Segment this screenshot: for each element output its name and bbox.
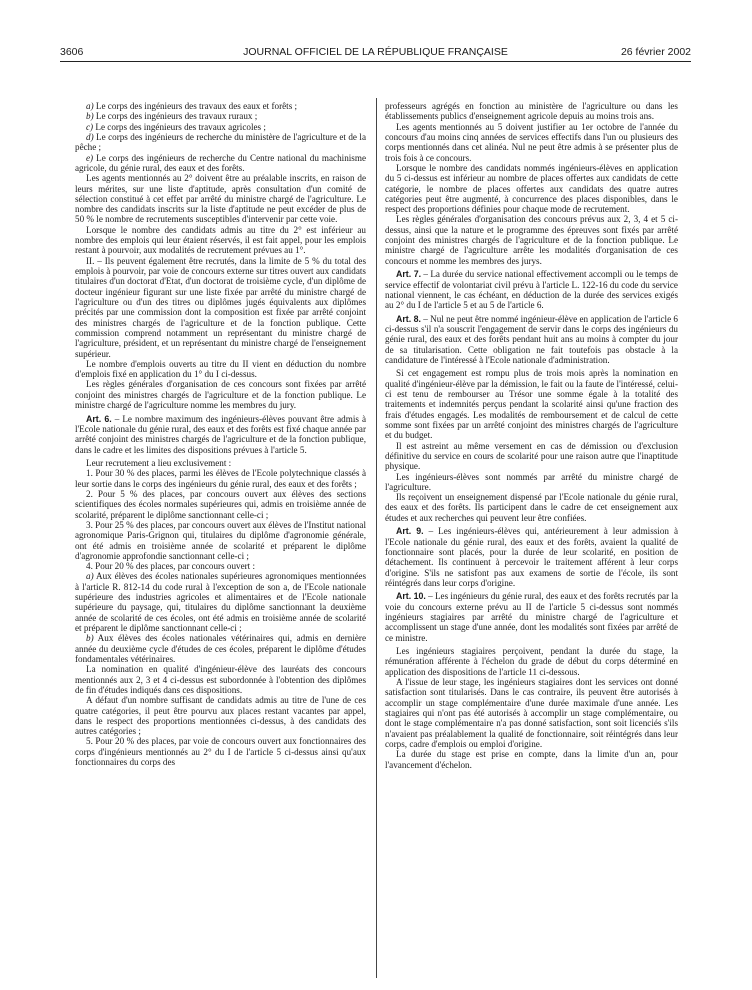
body-paragraph: Les agents mentionnés au 5 doivent justifier au 1er octobre de l'année du concours d'au moins cinq années de services effectifs dans l'un ou plusieurs des corps mentionnés dans cet alinéa. Nul ne peut être admis à se présenter plus de trois fois à ce concours.	[385, 121, 678, 163]
page-number: 3606	[60, 46, 84, 58]
article-paragraph: Art. 8. – Nul ne peut être nommé ingénieur-élève en application de l'article 6 ci-dessus s'il n'a souscrit l'engagement de servir dans le corps des ingénieurs du génie rural, des eaux et des forêts pendant huit ans au moins à compter du jour de sa titularisation. Cette obligation ne fait toutefois pas obstacle à la candidature de l'intéressé à l'Ecole nationale d'administration.	[385, 313, 678, 365]
article-label: Art. 10.	[396, 591, 426, 602]
article-label: Art. 7.	[396, 269, 422, 280]
right-column	[385, 101, 678, 770]
column-divider	[376, 98, 377, 978]
list-letter: a)	[86, 101, 94, 111]
list-letter: b)	[86, 633, 94, 644]
body-paragraph: Ils reçoivent un enseignement dispensé par l'Ecole nationale du génie rural, des eaux et des forêts. Ils participent dans le cadre de cet enseignement aux études et aux recherches qui peuvent leur être confiées.	[385, 492, 678, 523]
list-letter: c)	[86, 121, 94, 132]
body-paragraph: Lorsque le nombre des candidats nommés ingénieurs-élèves en application du 5 ci-dessus est inférieur au nombre de places offertes aux candidats de cette catégorie, le nombre de places offertes aux candidats des quatre autres catégories peut être augmenté, à concurrence des places disponibles, dans le respect des proportions définies pour chaque mode de recrutement.	[385, 162, 678, 215]
article-label: Art. 8.	[396, 313, 421, 324]
body-paragraph: a) Aux élèves des écoles nationales supérieures agronomiques mentionnées à l'article R. 812-14 du code rural à l'exception de son a, de l'Ecole nationale supérieure des industries agricoles et alimentaires et de l'Ecole nationale supérieure du paysage, qui, titulaires du diplôme sanctionnant la deuxième année de scolarité de ces écoles, ont été admis en troisième année de scolarité et préparent le diplôme sanctionnant celle-ci ;	[75, 571, 366, 633]
article-label: Art. 9.	[396, 526, 424, 537]
body-paragraph: Les agents mentionnés au 2° doivent être au préalable inscrits, en raison de leurs mérites, sur une liste d'aptitude, après consultation d'un comité de sélection constitué à cet effet par arrêté du ministre chargé de l'agriculture. Le nombre des candidats inscrits sur la liste d'aptitude ne peut excéder de plus de 50 % le nombre de recrutements susceptibles d'intervenir par cette voie.	[75, 173, 366, 225]
body-paragraph: Les règles générales d'organisation de ces concours sont fixées par arrêté conjoint des ministres chargés de l'agriculture et de la fonction publique. Le ministre chargé de l'agriculture nomme les membres du jury.	[75, 379, 366, 411]
body-paragraph: 3. Pour 25 % des places, par concours ouvert aux élèves de l'Institut national agronomique Paris-Grignon qui, titulaires du diplôme d'agronomie générale, ont été admis en troisième année de scolarité et préparent le diplôme d'agronomie approfondie sanctionnant celle-ci ;	[75, 519, 366, 561]
body-paragraph: d) Le corps des ingénieurs de recherche du ministère de l'agriculture et de la pêche ;	[75, 131, 366, 153]
body-paragraph: Le nombre d'emplois ouverts au titre du II vient en déduction du nombre d'emplois fixé en application du 1° du I ci-dessus.	[75, 358, 366, 380]
list-letter: d)	[86, 131, 94, 142]
body-paragraph: Lorsque le nombre des candidats admis au titre du 2° est inférieur au nombre des emplois qui leur étaient réservés, il est fait appel, pour les emplois restant à pourvoir, aux modalités de recrutement prévues au 1°.	[75, 224, 366, 256]
article-paragraph: Art. 10. – Les ingénieurs du génie rural, des eaux et des forêts recrutés par la voie du concours externe prévu au II de l'article 5 ci-dessus sont nommés ingénieurs stagiaires par arrêté du ministre chargé de l'agriculture et accomplissent un stage d'une année, dont les modalités sont fixées par arrêté de ce ministre.	[385, 591, 678, 643]
body-paragraph: II. – Ils peuvent également être recrutés, dans la limite de 5 % du total des emplois à pourvoir, par voie de concours externe sur titres ouvert aux candidats titulaires d'un doctorat d'Etat, d'un doctorat de troisième cycle, d'un diplôme de docteur ingénieur figurant sur une liste fixée par arrêté du ministre chargé de l'agriculture ou d'un des titres ou diplômes jugés équivalents aux diplômes précités par une commission dont la composition est fixée par arrêté conjoint des ministres chargés de l'agriculture et de la fonction publique. Cette commission comprend notamment un représentant du ministre chargé de l'agriculture, président, et un représentant du ministre chargé de l'enseignement supérieur.	[75, 255, 366, 359]
article-paragraph: Art. 6. – Le nombre maximum des ingénieurs-élèves pouvant être admis à l'Ecole nationale du génie rural, des eaux et des forêts est fixé chaque année par arrêté conjoint des ministres chargés de l'agriculture et de la fonction publique, dans le cadre et les limites des dispositions prévues à l'article 5.	[75, 413, 366, 455]
body-paragraph: Leur recrutement a lieu exclusivement :	[86, 458, 232, 468]
body-paragraph: b) Le corps des ingénieurs des travaux ruraux ;	[86, 111, 258, 122]
body-paragraph: 2. Pour 5 % des places, par concours ouvert aux élèves des sections scientifiques des écoles normales supérieures qui, admis en troisième année de scolarité, préparent le diplôme sanctionnant celle-ci ;	[75, 488, 366, 520]
journal-title: JOURNAL OFFICIEL DE LA RÉPUBLIQUE FRANÇAISE	[243, 46, 508, 58]
body-paragraph: 1. Pour 30 % des places, parmi les élèves de l'Ecole polytechnique classés à leur sortie dans le corps des ingénieurs du génie rural, des eaux et des forêts ;	[75, 468, 366, 489]
body-paragraph: Les règles générales d'organisation des concours prévus aux 2, 3, 4 et 5 ci-dessus, ainsi que la nature et le programme des épreuves sont fixés par arrêté conjoint des ministres chargés de l'agriculture et de la fonction publique. Le ministre chargé de l'agriculture arrête les modalités d'organisation de ces concours et nomme les membres des jurys.	[385, 214, 678, 266]
article-label: Art. 6.	[86, 413, 112, 424]
body-paragraph: Si cet engagement est rompu plus de trois mois après la nomination en qualité d'ingénieur-élève par la démission, le fait ou la faute de l'intéressé, celui-ci est tenu de rembourser au Trésor une somme égale à la totalité des traitements et indemnités perçus pendant la scolarité ainsi qu'une fraction des frais d'études engagés. Les modalités de remboursement et de calcul de cette somme sont fixées par un arrêté conjoint des ministres chargés de l'agriculture et du budget.	[385, 368, 678, 441]
header-rule	[60, 61, 691, 62]
publication-date: 26 février 2002	[620, 46, 691, 58]
body-paragraph: Il est astreint au même versement en cas de démission ou d'exclusion définitive du service en cours de scolarité pour une raison autre que l'inaptitude physique.	[385, 440, 678, 472]
body-paragraph: a) Le corps des ingénieurs des travaux des eaux et forêts ;	[86, 101, 298, 111]
body-paragraph: e) Le corps des ingénieurs de recherche du Centre national du machinisme agricole, du génie rural, des eaux et des forêts.	[75, 152, 366, 173]
article-paragraph: Art. 7. – La durée du service national effectivement accompli ou le temps de service effectif de volontariat civil prévu à l'article L. 122-16 du code du service national viennent, le cas échéant, en déduction de la durée des services exigés au 2° du I de l'article 5 et au 5 de l'article 6.	[385, 269, 678, 311]
list-letter: a)	[86, 571, 94, 582]
page-header	[60, 46, 691, 60]
body-paragraph: b) Aux élèves des écoles nationales vétérinaires qui, admis en dernière année du deuxième cycle d'études de ces écoles, préparent le diplôme d'études fondamentales vétérinaires.	[75, 633, 366, 664]
list-letter: b)	[86, 111, 94, 122]
body-paragraph: 5. Pour 20 % des places, par voie de concours ouvert aux fonctionnaires des corps d'ingénieurs mentionnés au 2° du I de l'article 5 ci-dessus ainsi qu'aux fonctionnaires du corps des	[75, 736, 366, 768]
body-paragraph: La nomination en qualité d'ingénieur-élève des lauréats des concours mentionnés aux 2, 3 et 4 ci-dessus est subordonnée à l'obtention des diplômes de fin d'études indiqués dans ces dispositions.	[75, 664, 366, 695]
body-paragraph: c) Le corps des ingénieurs des travaux agricoles ;	[86, 121, 266, 132]
body-paragraph: La durée du stage est prise en compte, dans la limite d'un an, pour l'avancement d'échelon.	[385, 749, 678, 770]
body-paragraph: 4. Pour 20 % des places, par concours ouvert :	[86, 561, 256, 572]
article-paragraph: Art. 9. – Les ingénieurs-élèves qui, antérieurement à leur admission à l'Ecole nationale du génie rural, des eaux et des forêts, avaient la qualité de fonctionnaire sont placés, pour la durée de leur scolarité, en position de détachement. Ils continuent à percevoir le traitement afférent à leur corps d'origine. S'ils ne satisfont pas aux examens de sortie de l'école, ils sont réintégrés dans leur corps d'origine.	[385, 526, 678, 588]
body-paragraph: A défaut d'un nombre suffisant de candidats admis au titre de l'une de ces quatre catégories, il peut être pourvu aux places restant vacantes par appel, dans le respect des proportions mentionnées ci-dessus, à des candidats des autres catégories ;	[75, 695, 366, 737]
list-letter: e)	[86, 152, 94, 163]
body-paragraph: Les ingénieurs stagiaires perçoivent, pendant la durée du stage, la rémunération afférente à l'échelon du grade de début du corps déterminé en application des dispositions de l'article 11 ci-dessous.	[385, 646, 678, 677]
body-paragraph: A l'issue de leur stage, les ingénieurs stagiaires dont les services ont donné satisfaction sont titularisés. Dans le cas contraire, ils peuvent être autorisés à accomplir un stage complémentaire d'une durée maximale d'une année. Les stagiaires qui n'ont pas été autorisés à accomplir un stage complémentaire, ou dont le stage complémentaire n'a pas donné satisfaction, sont soit licenciés s'ils n'avaient pas préalablement la qualité de fonctionnaire, soit réintégrés dans leur corps, cadre d'emplois ou emploi d'origine.	[385, 677, 678, 749]
body-paragraph: professeurs agrégés en fonction au ministère de l'agriculture ou dans les établissements publics d'enseignement agricole depuis au moins trois ans.	[385, 101, 678, 122]
left-column	[75, 101, 366, 767]
body-paragraph: Les ingénieurs-élèves sont nommés par arrêté du ministre chargé de l'agriculture.	[385, 471, 678, 492]
